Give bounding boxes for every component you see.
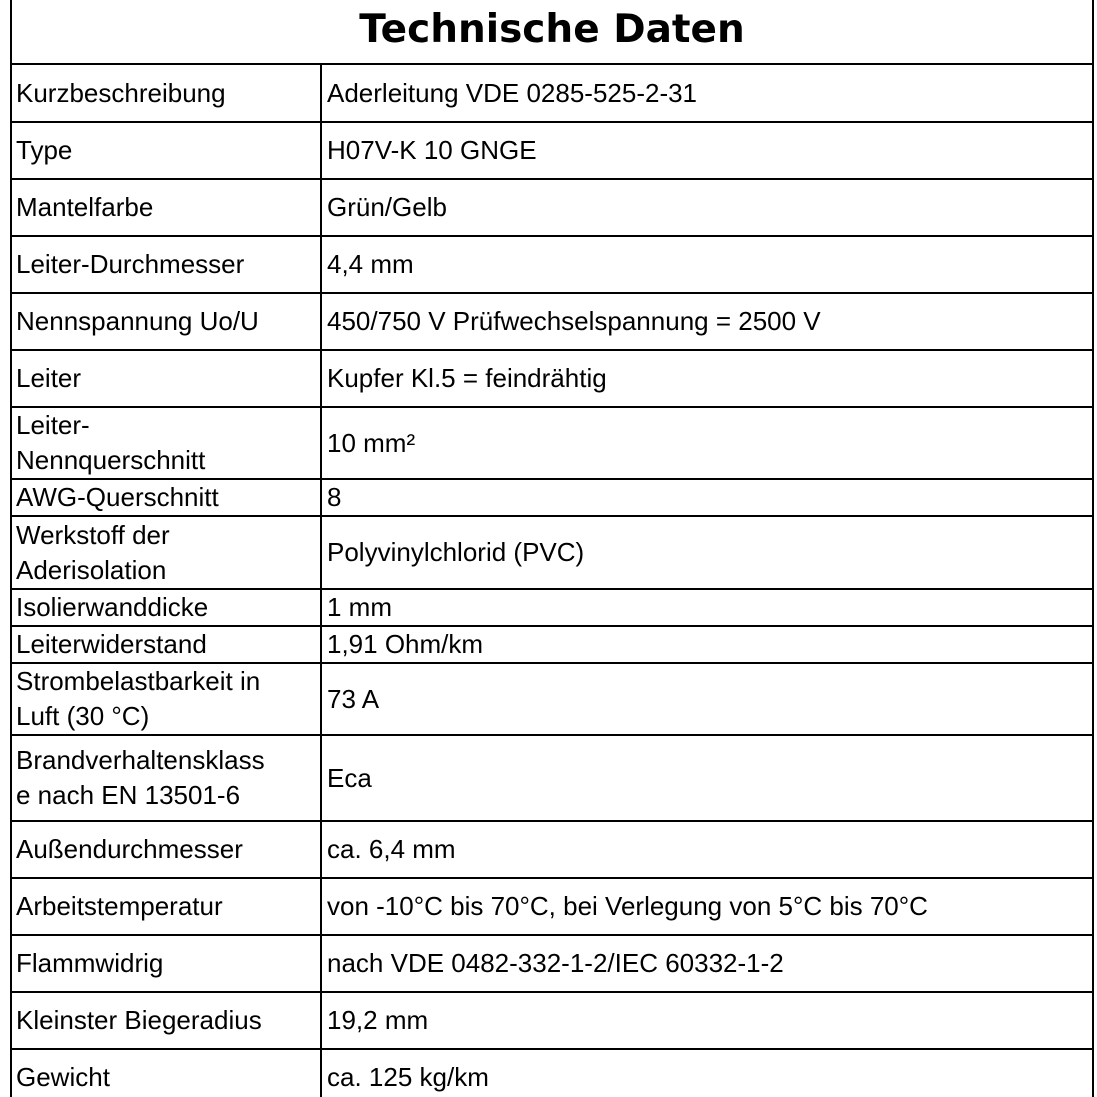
row-label: AWG-Querschnitt — [11, 479, 321, 516]
row-label: Leiter — [11, 350, 321, 407]
row-value: 8 — [321, 479, 1093, 516]
row-label: Gewicht — [11, 1049, 321, 1097]
row-value: Grün/Gelb — [321, 179, 1093, 236]
table-row — [11, 663, 1093, 735]
row-label: Isolierwanddicke — [11, 589, 321, 626]
row-label: Kleinster Biegeradius — [11, 992, 321, 1049]
row-value: 19,2 mm — [321, 992, 1093, 1049]
row-label: Type — [11, 122, 321, 179]
table-row — [11, 589, 1093, 626]
table-row — [11, 1049, 1093, 1097]
row-value: Eca — [321, 735, 1093, 821]
table-row — [11, 935, 1093, 992]
row-label: Nennspannung Uo/U — [11, 293, 321, 350]
table-row — [11, 479, 1093, 516]
table-row — [11, 122, 1093, 179]
row-value: nach VDE 0482-332-1-2/IEC 60332-1-2 — [321, 935, 1093, 992]
page-title: Technische Daten — [359, 7, 745, 52]
row-value: ca. 125 kg/km — [321, 1049, 1093, 1097]
row-value: 73 A — [321, 663, 1093, 735]
table-row — [11, 236, 1093, 293]
table-row — [11, 516, 1093, 589]
table-row — [11, 179, 1093, 236]
title-cell — [10, 0, 1094, 65]
row-value: 450/750 V Prüfwechselspannung = 2500 V — [321, 293, 1093, 350]
row-label: Außendurchmesser — [11, 821, 321, 878]
row-value: Polyvinylchlorid (PVC) — [321, 516, 1093, 589]
row-value: ca. 6,4 mm — [321, 821, 1093, 878]
row-value: 1 mm — [321, 589, 1093, 626]
spec-table-wrapper — [10, 65, 1094, 1097]
spec-table — [10, 65, 1094, 1097]
row-label: Kurzbeschreibung — [11, 65, 321, 122]
table-row — [11, 293, 1093, 350]
row-label: Mantelfarbe — [11, 179, 321, 236]
row-label: Leiterwiderstand — [11, 626, 321, 663]
row-label: Werkstoff der Aderisolation — [11, 516, 321, 589]
row-value: H07V-K 10 GNGE — [321, 122, 1093, 179]
row-label: Strombelastbarkeit in Luft (30 °C) — [11, 663, 321, 735]
row-value: 10 mm² — [321, 407, 1093, 479]
row-label: Flammwidrig — [11, 935, 321, 992]
row-label: Leiter-Durchmesser — [11, 236, 321, 293]
table-row — [11, 878, 1093, 935]
row-value: Aderleitung VDE 0285-525-2-31 — [321, 65, 1093, 122]
table-row — [11, 65, 1093, 122]
table-row — [11, 735, 1093, 821]
table-row — [11, 350, 1093, 407]
table-row — [11, 821, 1093, 878]
table-row — [11, 626, 1093, 663]
row-value: 1,91 Ohm/km — [321, 626, 1093, 663]
row-label: Brandverhaltensklass e nach EN 13501-6 — [11, 735, 321, 821]
row-label: Arbeitstemperatur — [11, 878, 321, 935]
row-value: Kupfer Kl.5 = feindrähtig — [321, 350, 1093, 407]
row-label: Leiter- Nennquerschnitt — [11, 407, 321, 479]
row-value: von -10°C bis 70°C, bei Verlegung von 5°C bis 70°C — [321, 878, 1093, 935]
row-value: 4,4 mm — [321, 236, 1093, 293]
table-row — [11, 407, 1093, 479]
spec-table-body — [11, 65, 1093, 1097]
table-row — [11, 992, 1093, 1049]
